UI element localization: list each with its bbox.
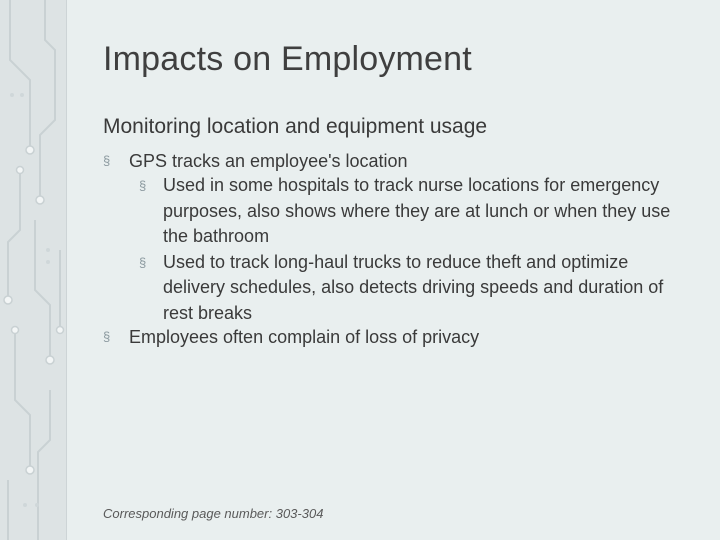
- sub-bullet-text: Used to track long-haul trucks to reduce theft and optimize delivery schedules, also detects driving speeds and duration of rest breaks: [163, 251, 664, 323]
- sub-bullet-marker-icon: §: [139, 254, 147, 270]
- bullet-privacy: [103, 326, 683, 348]
- slide-subheading: Monitoring location and equipment usage: [103, 115, 488, 138]
- bullet-marker-icon: §: [103, 153, 111, 168]
- slide-title: Impacts on Employment: [103, 40, 472, 78]
- sub-bullet-hospitals: [139, 173, 683, 250]
- bullet-list: [103, 150, 683, 349]
- sub-bullet-marker-icon: §: [139, 178, 147, 193]
- page-reference-footer: Corresponding page number: 303-304: [103, 506, 324, 521]
- circuit-decoration: [0, 0, 66, 540]
- sub-bullet-text: Used in some hospitals to track nurse locations for emergency purposes, also shows where they are at lunch or when they use the bathroom: [163, 175, 671, 246]
- bullet-gps: [103, 150, 683, 172]
- bullet-text: Employees often complain of loss of privacy: [129, 327, 480, 347]
- sub-bullet-trucks: [139, 250, 683, 327]
- circuit-pattern-icon: [0, 0, 66, 540]
- bullet-text: GPS tracks an employee's location: [129, 151, 408, 171]
- bullet-marker-icon: §: [103, 329, 111, 344]
